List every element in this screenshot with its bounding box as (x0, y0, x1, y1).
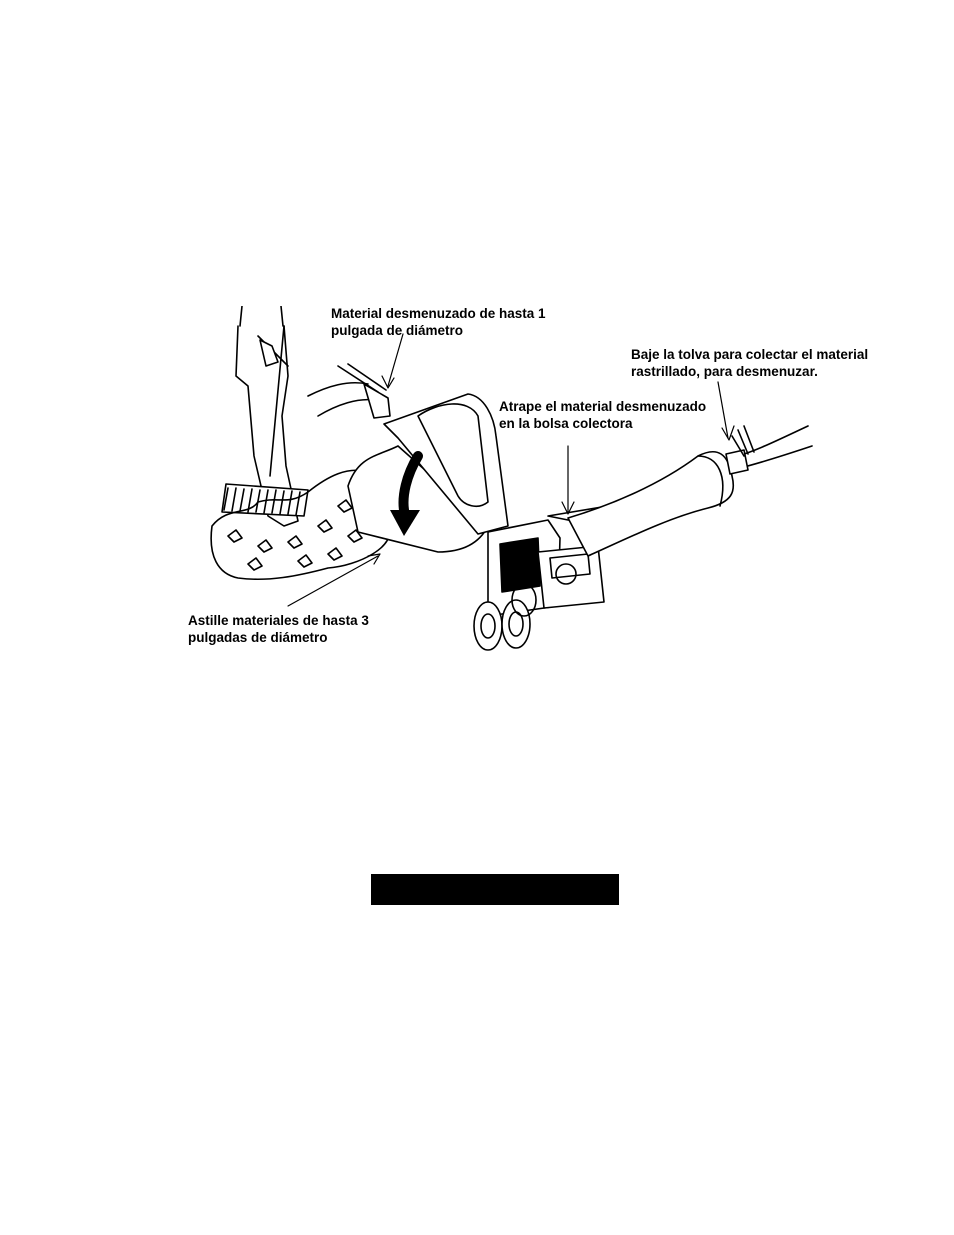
collection-bag (568, 452, 733, 556)
callout-chip-capacity: Astille materiales de hasta 3 pulgadas de diámetro (188, 613, 369, 645)
holding-arm (726, 426, 812, 474)
chipper-chute (348, 394, 508, 552)
callout-lower-hopper: Baje la tolva para colectar el material rastrillado, para desmenuzar. (631, 347, 869, 379)
feeding-arm (308, 364, 390, 418)
black-bar (371, 874, 619, 905)
callout-shred-capacity: Material desmenuzado de hasta 1 pulgada de diámetro (331, 306, 546, 338)
callout-collection-bag: Atrape el material desmenuzado en la bolsa colectora (499, 399, 707, 431)
